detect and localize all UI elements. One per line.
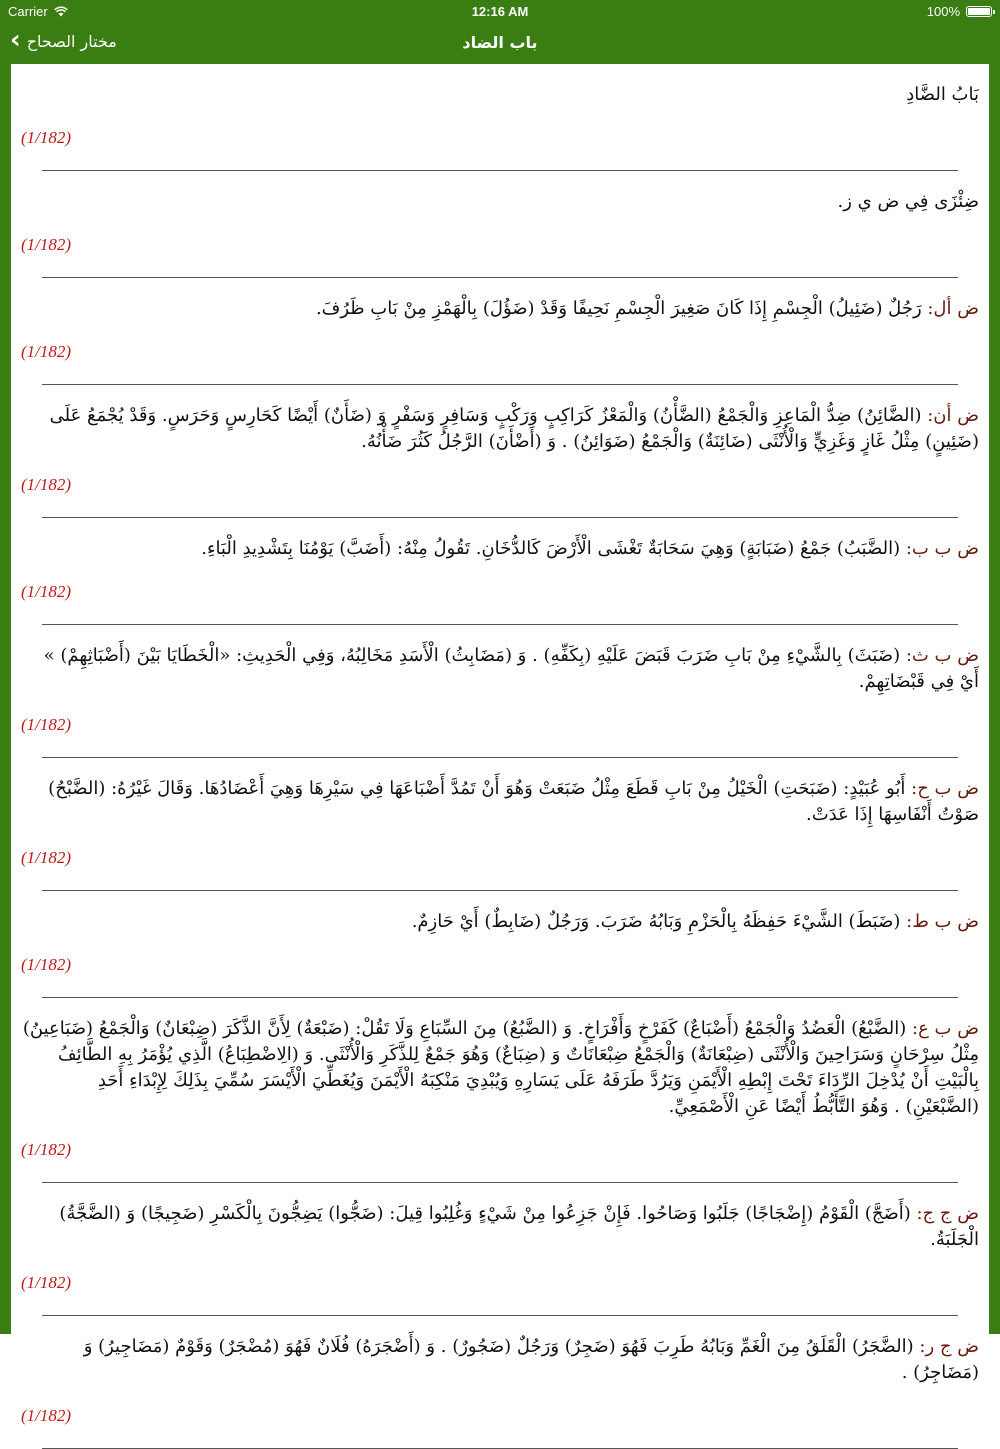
page-title: باب الضاد [462, 33, 538, 52]
entry-text [21, 1016, 979, 1120]
divider [42, 517, 958, 518]
entry-body: (أَضَجَّ) الْقَوْمُ (إِضْجَاجًا) جَلَبُوا وَصَاحُوا. فَإِنْ جَزِعُوا مِنْ شَيْءٍ وَغُلِبُوا قِيلَ: (ضَجُّوا) يَضِجُّونَ بِالْكَسْرِ (ضَجِيجًا) وَ (الضَّجَّةُ) الْجَلَبَةُ. [59, 1203, 979, 1250]
page-reference: (1/182) [21, 235, 72, 254]
entry-text [21, 643, 979, 695]
entry-term: ض أن: [927, 405, 979, 426]
entry-term: ض ب ط: [906, 911, 979, 932]
status-time: 12:16 AM [471, 4, 529, 19]
entry-body: رَجُلٌ (ضَئِيلُ) الْجِسْمِ إِذَا كَانَ صَغِيرَ الْجِسْمِ نَحِيفًا وَقَدْ (ضَؤُلَ) بِالْهَمْزِ مِنْ بَابِ ظَرُفَ. [315, 298, 928, 319]
page-reference: (1/182) [21, 848, 72, 867]
divider [42, 624, 958, 625]
entry-term: ض ب ب: [905, 538, 979, 559]
page-reference: (1/182) [21, 1406, 72, 1425]
list-item[interactable] [11, 1016, 989, 1183]
list-item[interactable] [11, 296, 989, 385]
entry-body: أَبُو عُبَيْدٍ: (ضَبَحَتِ) الْخَيْلُ مِنْ بَابِ قَطَعَ مِثْلُ ضَبَعَتْ وَهُوَ أَنْ تَمُدَّ أَضْبَاعَهَا فِي سَيْرِهَا وَهِيَ أَعْضَادُهَا. وَقَالَ غَيْرُهُ: (الضَّبْحُ) صَوْتُ أَنْفَاسِهَا إِذَا عَدَتْ. [48, 778, 979, 825]
entry-body: (ضَبَطَ) الشَّيْءَ حَفِظَهُ بِالْحَزْمِ وَبَابُهُ ضَرَبَ. وَرَجُلٌ (ضَابِطٌ) أَيْ حَازِمٌ. [411, 911, 907, 932]
status-right [927, 4, 992, 19]
divider [42, 890, 958, 891]
list-item[interactable] [11, 403, 989, 518]
entry-body: (الضَّبْعُ) الْعَضُدُ وَالْجَمْعُ (أَضْبَاعٌ) كَفَرْخٍ وَأَفْرَاخٍ. وَ (الضَّبُعُ) مِنَ السِّبَاعِ وَلَا تَقُلْ: (ضَبْعَةٌ) لِأَنَّ الذَّكَرَ (ضِبْعَانٌ) وَالْجَمْعُ (ضَبَاعِينُ) مِثْلُ سِرْحَانٍ وَسَرَاحِينَ وَالْأُنْثَى (ضِبْعَانَةٌ) وَالْجَمْعُ ضِبْعَانَاتٌ وَ (ضِبَاعٌ) وَهُوَ جَمْعٌ لِلذَّكَرِ وَالْأُنْثَى. وَ (الِاضْطِبَاعُ) الَّذِي يُؤْمَرُ بِهِ الطَّائِفُ بِالْبَيْتِ أَنْ يُدْخِلَ الرِّدَاءَ تَحْتَ إِبْطِهِ الْأَيْمَنِ وَيَرُدَّ طَرَفَهُ عَلَى يَسَارِهِ وَيُبْدِيَ مَنْكِبَهُ الْأَيْمَنَ وَيُغَطِّيَ الْأَيْسَرَ سُمِّيَ بِذَلِكَ لِإِبْدَاءِ أَحَدِ (الضَّبْعَيْنِ) . وَهُوَ التَّأَبُّطُ أَيْضًا عَنِ الْأَصْمَعِيِّ. [22, 1018, 979, 1117]
entry-text [21, 909, 979, 935]
chevron-left-icon: ‹ [10, 25, 21, 55]
entry-term: ض ج ر: [919, 1336, 979, 1357]
divider [42, 384, 958, 385]
list-item[interactable] [11, 776, 989, 891]
entry-text [21, 1201, 979, 1253]
entry-text [21, 82, 979, 108]
list-item[interactable] [11, 189, 989, 278]
entry-body: (الضَّجَرُ) الْقَلَقُ مِنَ الْغَمِّ وَبَابُهُ طَرِبَ فَهُوَ (ضَجِرٌ) وَرَجُلٌ (ضَجُورٌ) . وَ (أَضْجَرَهُ) فُلَانٌ فَهُوَ (مُضْجَرٌ) وَقَوْمٌ (مَضَاجِيرُ) وَ (مَضَاجِرُ) . [83, 1336, 979, 1383]
entry-body: (الضَّائِنُ) ضِدُّ الْمَاعِزِ وَالْجَمْعُ (الضَّأْنُ) وَالْمَعْزُ كَرَاكِبٍ وَرَكْبٍ وَسَافِرٍ وَسَفْرٍ وَ (ضَأَنٌ) أَيْضًا كَحَارِسٍ وَحَرَسٍ. وَقَدْ يُجْمَعُ عَلَى (ضَئِينٍ) مِثْلُ غَازٍ وَغَزِيٍّ وَالْأُنْثَى (ضَائِنَةٌ) وَالْجَمْعُ (ضَوَائِنُ) . وَ (أَضْأَنَ) الرَّجُلُ كَثُرَ ضَأْنُهُ. [49, 405, 979, 452]
divider [42, 1182, 958, 1183]
navigation-bar [0, 22, 1000, 64]
list-item[interactable] [11, 1334, 989, 1449]
entry-body: (ضَبَثَ) بِالشَّيْءِ مِنْ بَابِ ضَرَبَ قَبَضَ عَلَيْهِ (بِكَفِّهِ) . وَ (مَضَابِثُ) الْأَسَدِ مَخَالِبُهُ، وَفِي الْحَدِيثِ: «الْخَطَايَا بَيْنَ (أَضْبَاثِهِمْ) » أَيْ فِي قَبْضَاتِهِمْ. [43, 645, 979, 692]
battery-fill [968, 8, 990, 15]
battery-percent: 100% [926, 4, 960, 19]
list-item[interactable] [11, 1201, 989, 1316]
entry-body: (الضَّبَبُ) جَمْعُ (ضَبَابَةٍ) وَهِيَ سَحَابَةٌ تَغْشَى الْأَرْضَ كَالدُّخَانِ. تَقُولُ مِنْهُ: (أَضَبَّ) يَوْمُنَا بِتَشْدِيدِ الْبَاءِ. [201, 538, 906, 559]
divider [42, 170, 958, 171]
list-item[interactable] [11, 643, 989, 758]
back-button-label: مختار الصحاح [26, 32, 117, 51]
page-reference: (1/182) [21, 475, 72, 494]
list-item[interactable] [11, 536, 989, 625]
carrier-label: Carrier [8, 4, 48, 19]
entry-text [21, 776, 979, 828]
battery-icon [966, 6, 992, 17]
status-bar [0, 0, 1000, 22]
page-reference: (1/182) [21, 715, 72, 734]
page-reference: (1/182) [21, 1273, 72, 1292]
entry-body: بَابُ الضَّادِ [906, 84, 979, 105]
divider [42, 277, 958, 278]
entry-text [21, 296, 979, 322]
list-item[interactable] [11, 82, 989, 171]
entries-list[interactable] [11, 64, 989, 1425]
entry-text [21, 1334, 979, 1386]
page-reference: (1/182) [21, 128, 72, 147]
entry-term: ض ب ح: [911, 778, 979, 799]
page-reference: (1/182) [21, 1140, 72, 1159]
list-top-spacer [11, 64, 989, 82]
divider [42, 1315, 958, 1316]
entry-term: ض ب ع: [912, 1018, 979, 1039]
divider [42, 757, 958, 758]
entry-text [21, 536, 979, 562]
entry-text [21, 403, 979, 455]
page-reference: (1/182) [21, 582, 72, 601]
entry-text [21, 189, 979, 215]
list-item[interactable] [11, 909, 989, 998]
entry-term: ض أل: [927, 298, 979, 319]
divider [42, 997, 958, 998]
entry-term: ض ب ث: [905, 645, 979, 666]
page-reference: (1/182) [21, 955, 72, 974]
entry-term: ض ج ج: [916, 1203, 979, 1224]
page-reference: (1/182) [21, 342, 72, 361]
entry-body: ضِئْزَى فِي ض ي ز. [837, 191, 979, 212]
